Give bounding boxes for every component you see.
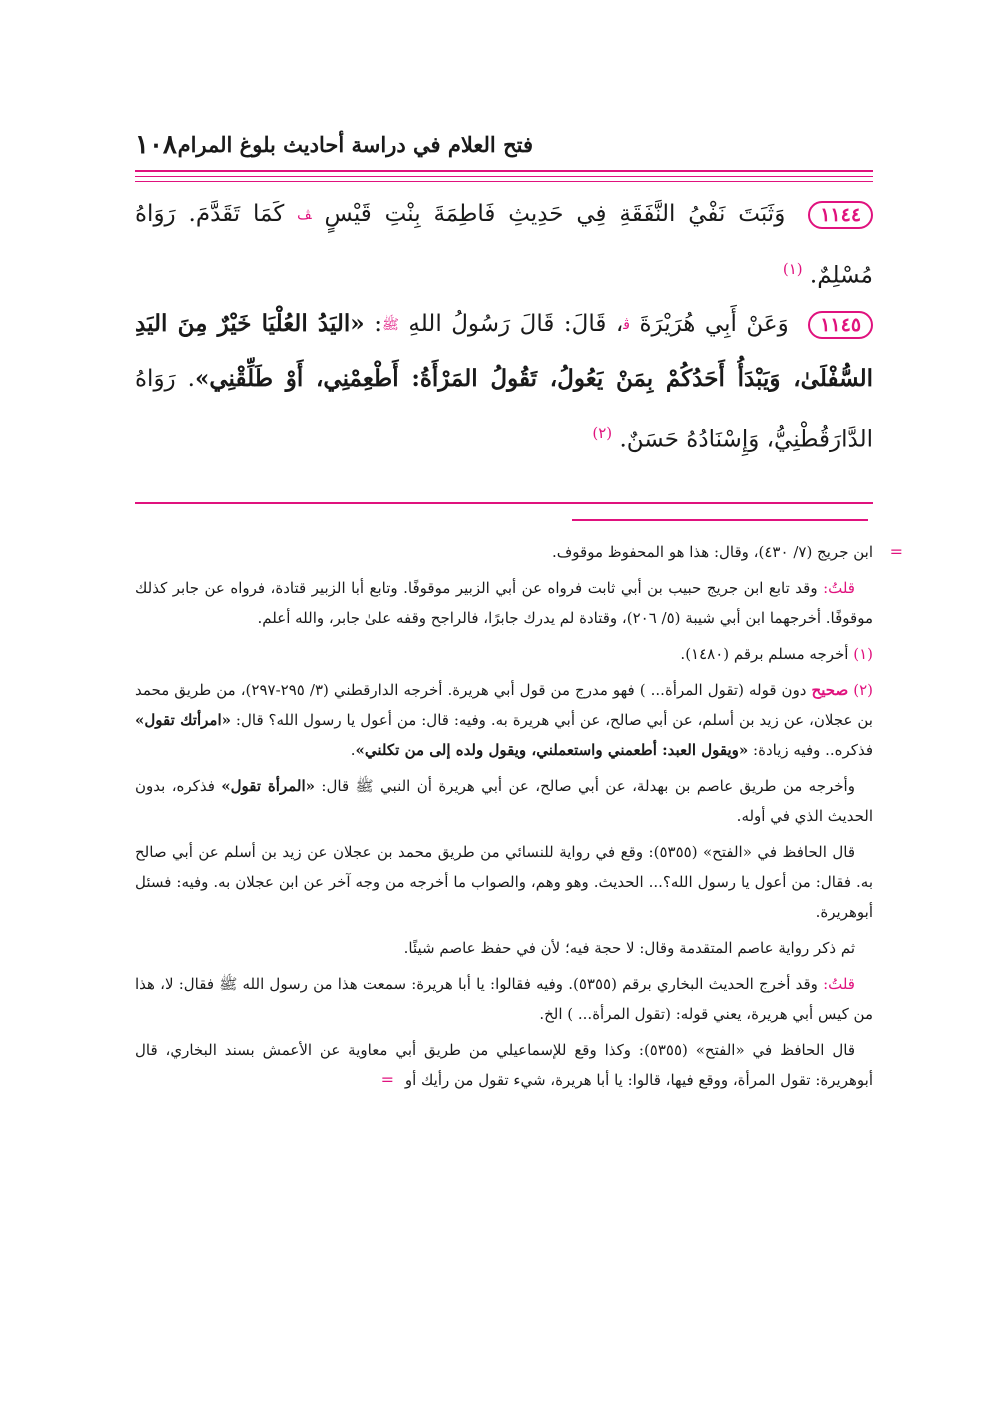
honorific-glyph: ﷺ [381, 317, 399, 333]
footnotes [135, 537, 903, 1095]
qult-label: قلتُ: [823, 975, 855, 993]
footnote-2-para-2 [135, 771, 873, 831]
footnote-text: ثم ذكر رواية عاصم المتقدمة وقال: لا حجة فيه؛ لأن في حفظ عاصم شيئًا. [403, 939, 855, 957]
footnote-label: (١) [853, 645, 873, 663]
footnote-text: . [350, 741, 356, 759]
footnote-text: ابن جريج (٧/ ٤٣٠)، وقال: هذا هو المحفوظ موقوف. [551, 543, 873, 561]
hadith-1144 [135, 187, 873, 303]
hadith-text: . رَوَاهُ الدَّارَقُطْنِيُّ، وَإِسْنَادُهُ حَسَنٌ. [135, 366, 873, 453]
honorific-glyph: ﭫ [297, 207, 312, 223]
footnote-2-para-3 [135, 837, 873, 927]
footnote-separator [572, 519, 868, 521]
footnote-text: فذكره، بدون الحديث الذي في أوله. [135, 777, 873, 825]
footnote-1 [135, 639, 873, 669]
hadith-quote: «اليَدُ العُلْيَا خَيْرٌ مِنَ اليَدِ السُّفْلَىٰ، وَيَبْدَأُ أَحَدُكُمْ بِمَنْ يَعُولُ، تَقُولُ المَرْأَةُ: أَطْعِمْنِي، أَوْ طَلِّقْنِي» [135, 310, 873, 392]
footnote-2-para-6 [135, 1035, 873, 1095]
footnote-text: أخرجه مسلم برقم (١٤٨٠). [680, 645, 849, 663]
footnote-continuation [135, 537, 903, 567]
header-rule-thick [135, 170, 873, 172]
hadith-text: كَمَا تَقَدَّمَ. رَوَاهُ مُسْلِمٌ. [135, 201, 873, 289]
qult-label: قلتُ: [823, 579, 855, 597]
footnote-text: دون قوله (تقول المرأة... ) فهو مدرج من قول أبي هريرة. أخرجه الدارقطني (٣/ ٢٩٥-٢٩٧)، من طريق محمد بن عجلان، عن زيد بن أسلم، عن أبي صالح، عن أبي هريرة به. وفيه: قال: من أعول يا رسول الله؟ قال: [135, 681, 873, 729]
hadith-text: وَعَنْ أَبِي هُرَيْرَةَ [639, 311, 789, 337]
footnote-label: (٢) [853, 681, 874, 699]
header-rule-thin [135, 176, 873, 177]
footnote-text: وقد تابع ابن جريج حبيب بن أبي ثابت فرواه عن أبي الزبير موقوفًا. وتابع أبا الزبير قتادة، فرواه عن جابر كذلك موقوفًا. أخرجهما ابن أبي شيبة (٥/ ٢٠٦)، وقتادة لم يدرك جابرًا، فالراجح وقفه علىٰ جابر، والله أعلم. [135, 579, 873, 627]
hadith-text: ، قَالَ: قَالَ رَسُولُ اللهِ [408, 311, 624, 337]
page-number: ١٠٨ [135, 130, 177, 160]
footnote-2 [135, 675, 873, 765]
hadith-number-badge: ١١٤٤ [808, 201, 873, 229]
matn-separator [135, 502, 873, 504]
footnote-quote: «ويقول العبد: أطعمني واستعملني، ويقول ولده إلى من تكلني» [355, 741, 749, 759]
hadith-1145 [135, 297, 873, 467]
grade-label: صحيح [811, 681, 849, 699]
footnote-text: وقد أخرج الحديث البخاري برقم (٥٣٥٥). وفيه فقالوا: يا أبا هريرة: سمعت هذا من رسول الله ﷺ فقال: لا، هذا من كيس أبي هريرة، يعني قوله: (تقول المرأة... ) الخ. [135, 975, 873, 1023]
footnote-reference[interactable]: (١) [782, 260, 803, 278]
header-rule-thin-2 [135, 181, 873, 182]
continuation-marker-end: = [380, 1070, 395, 1089]
hadith-text: وَثَبَتَ نَفْيُ النَّفَقَةِ فِي حَدِيثِ فَاطِمَةَ بِنْتِ قَيْسٍ [324, 201, 786, 227]
page-header [135, 128, 873, 164]
footnote-reference[interactable]: (٢) [592, 424, 613, 442]
continuation-marker: = [889, 542, 903, 561]
footnote-qult [135, 573, 873, 633]
footnote-2-para-5 [135, 969, 873, 1029]
book-title: فتح العلام في دراسة أحاديث بلوغ المرام [177, 132, 533, 157]
hadith-number-badge: ١١٤٥ [808, 311, 873, 339]
footnote-text: فذكره.. وفيه زيادة: [753, 741, 873, 759]
footnote-quote: «امرأتك تقول» [135, 711, 231, 729]
hadith-text: : [374, 311, 382, 337]
honorific-glyph: ﭬ [623, 317, 630, 333]
footnote-text: قال الحافظ في «الفتح» (٥٣٥٥): وكذا وقع للإسماعيلي من طريق أبي معاوية عن الأعمش بسند البخاري، قال أبوهريرة: تقول المرأة، ووقع فيها، قالوا: يا أبا هريرة، شيء تقول من رأيك أو [135, 1041, 873, 1089]
footnote-quote: «المرأة تقول» [221, 777, 316, 795]
footnote-text: قال الحافظ في «الفتح» (٥٣٥٥): وقع في رواية للنسائي من طريق محمد بن عجلان عن زيد بن أسلم عن أبي صالح به. فقال: من أعول يا رسول الله؟... الحديث. وهو وهم، والصواب ما أخرجه من وجه آخر عن ابن عجلان به. وفيه: فسئل أبوهريرة. [135, 843, 873, 921]
footnote-text: وأخرجه من طريق عاصم بن بهدلة، عن أبي صالح، عن أبي هريرة أن النبي ﷺ قال: [321, 777, 855, 795]
footnote-2-para-4 [135, 933, 873, 963]
